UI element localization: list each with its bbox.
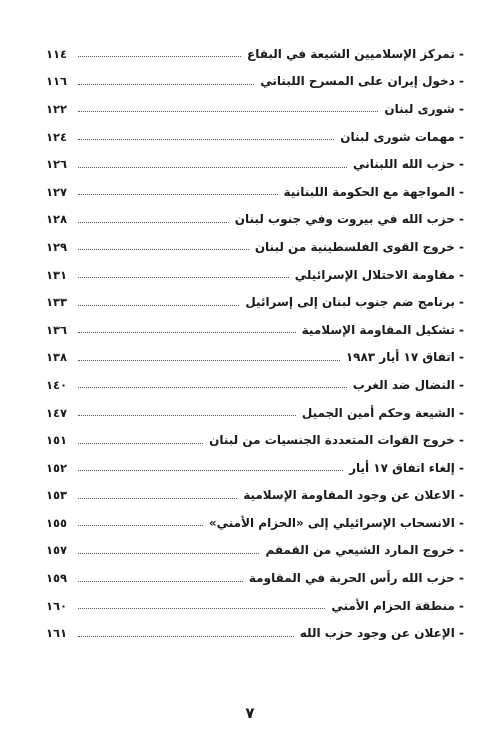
toc-dot-leader — [78, 525, 203, 526]
toc-page-number: ١٢٤ — [46, 129, 68, 144]
toc-entry-title: - الانسحاب الإسرائيلي إلى «الحزام الأمني» — [208, 515, 464, 530]
toc-dot-leader — [78, 222, 229, 223]
toc-entry-title: - النضال ضد الغرب — [352, 377, 464, 392]
toc-dot-leader — [78, 277, 289, 278]
toc-entry-title: - برنامج ضم جنوب لبنان إلى إسرائيل — [245, 295, 464, 310]
toc-row — [46, 537, 464, 565]
toc-page-number: ١٥٩ — [46, 571, 68, 586]
toc-row — [46, 206, 464, 234]
toc-row — [46, 344, 464, 372]
toc-row — [46, 178, 464, 206]
toc-page-number: ١٢٢ — [46, 101, 68, 116]
toc-row — [46, 95, 464, 123]
toc-page-number: ١٢٧ — [46, 184, 68, 199]
toc-entry-title: - حزب الله في بيروت وفي جنوب لبنان — [234, 212, 464, 227]
toc-row — [46, 399, 464, 427]
toc-dot-leader — [78, 636, 294, 637]
toc-entry-title: - خروج المارد الشيعي من القمقم — [265, 543, 464, 558]
toc-entry-title: - الإعلان عن وجود حزب الله — [299, 626, 464, 641]
toc-dot-leader — [78, 305, 239, 306]
toc-entry-title: - مهمات شورى لبنان — [340, 129, 464, 144]
toc-page-number: ١١٦ — [46, 74, 68, 89]
toc-dot-leader — [78, 84, 254, 85]
toc-entry-title: - المواجهة مع الحكومة اللبنانية — [283, 184, 464, 199]
toc-entry-title: - خروج القوى الفلسطينية من لبنان — [254, 239, 464, 254]
toc-dot-leader — [78, 387, 347, 388]
toc-page-number: ١٤٧ — [46, 405, 68, 420]
toc-row — [46, 482, 464, 510]
toc-page-number: ١٥٧ — [46, 543, 68, 558]
toc-dot-leader — [78, 194, 278, 195]
toc-page-number: ١٣٣ — [46, 295, 68, 310]
toc-row — [46, 316, 464, 344]
page-number: ٧ — [245, 704, 255, 722]
toc-row — [46, 233, 464, 261]
toc-row — [46, 261, 464, 289]
toc-entry-title: - خروج القوات المتعددة الجنسيات من لبنان — [209, 433, 464, 448]
toc-page-number: ١٥١ — [46, 433, 68, 448]
toc-dot-leader — [78, 443, 203, 444]
toc-row — [46, 426, 464, 454]
toc-row — [46, 288, 464, 316]
toc-dot-leader — [78, 470, 343, 471]
toc-page-number: ١٥٥ — [46, 515, 68, 530]
toc-page-number: ١٢٦ — [46, 157, 68, 172]
toc-page-number: ١٤٠ — [46, 377, 68, 392]
toc-row — [46, 371, 464, 399]
toc-entry-title: - حزب الله رأس الحربة في المقاومة — [248, 571, 464, 586]
toc-entry-title: - الشيعة وحكم أمين الجميل — [301, 405, 464, 420]
toc-entry-title: - شورى لبنان — [384, 101, 464, 116]
toc-dot-leader — [78, 167, 347, 168]
toc-entry-title: - تشكيل المقاومة الإسلامية — [301, 322, 464, 337]
toc-page-number: ١٦١ — [46, 626, 68, 641]
toc-page-number: ١٦٠ — [46, 598, 68, 613]
toc-row — [46, 592, 464, 620]
toc-dot-leader — [78, 608, 325, 609]
toc-dot-leader — [78, 139, 334, 140]
toc-page-number: ١٢٨ — [46, 212, 68, 227]
toc-row — [46, 123, 464, 151]
toc-dot-leader — [78, 56, 241, 57]
toc-entry-title: - حزب الله اللبناني — [353, 157, 464, 172]
toc-row — [46, 454, 464, 482]
toc-row — [46, 564, 464, 592]
toc-entry-title: - دخول إيران على المسرح اللبناني — [260, 74, 464, 89]
toc-entry-title: - إلغاء اتفاق ١٧ أيار — [349, 460, 464, 475]
toc-entry-title: - اتفاق ١٧ أيار ١٩٨٣ — [345, 350, 464, 365]
toc-row — [46, 68, 464, 96]
toc-page-number: ١٣١ — [46, 267, 68, 282]
toc-page-number: ١٥٣ — [46, 488, 68, 503]
toc-entry-title: - منطقة الحزام الأمني — [331, 598, 464, 613]
toc-dot-leader — [78, 111, 378, 112]
toc-page-number: ١٣٦ — [46, 322, 68, 337]
toc-row — [46, 150, 464, 178]
toc-row — [46, 619, 464, 647]
toc-entry-title: - تمركز الإسلاميين الشيعة في البقاع — [247, 46, 464, 61]
toc-row — [46, 509, 464, 537]
toc-row — [46, 40, 464, 68]
table-of-contents — [46, 40, 464, 647]
toc-dot-leader — [78, 415, 296, 416]
toc-dot-leader — [78, 498, 237, 499]
toc-page-number: ١٥٢ — [46, 460, 68, 475]
toc-page-number: ١٣٨ — [46, 350, 68, 365]
toc-dot-leader — [78, 332, 296, 333]
toc-dot-leader — [78, 249, 249, 250]
toc-entry-title: - الاعلان عن وجود المقاومة الإسلامية — [243, 488, 464, 503]
toc-page-number: ١١٤ — [46, 46, 68, 61]
toc-page-number: ١٢٩ — [46, 239, 68, 254]
toc-dot-leader — [78, 360, 340, 361]
toc-dot-leader — [78, 553, 259, 554]
toc-dot-leader — [78, 581, 243, 582]
toc-entry-title: - مقاومة الاحتلال الإسرائيلي — [294, 267, 464, 282]
